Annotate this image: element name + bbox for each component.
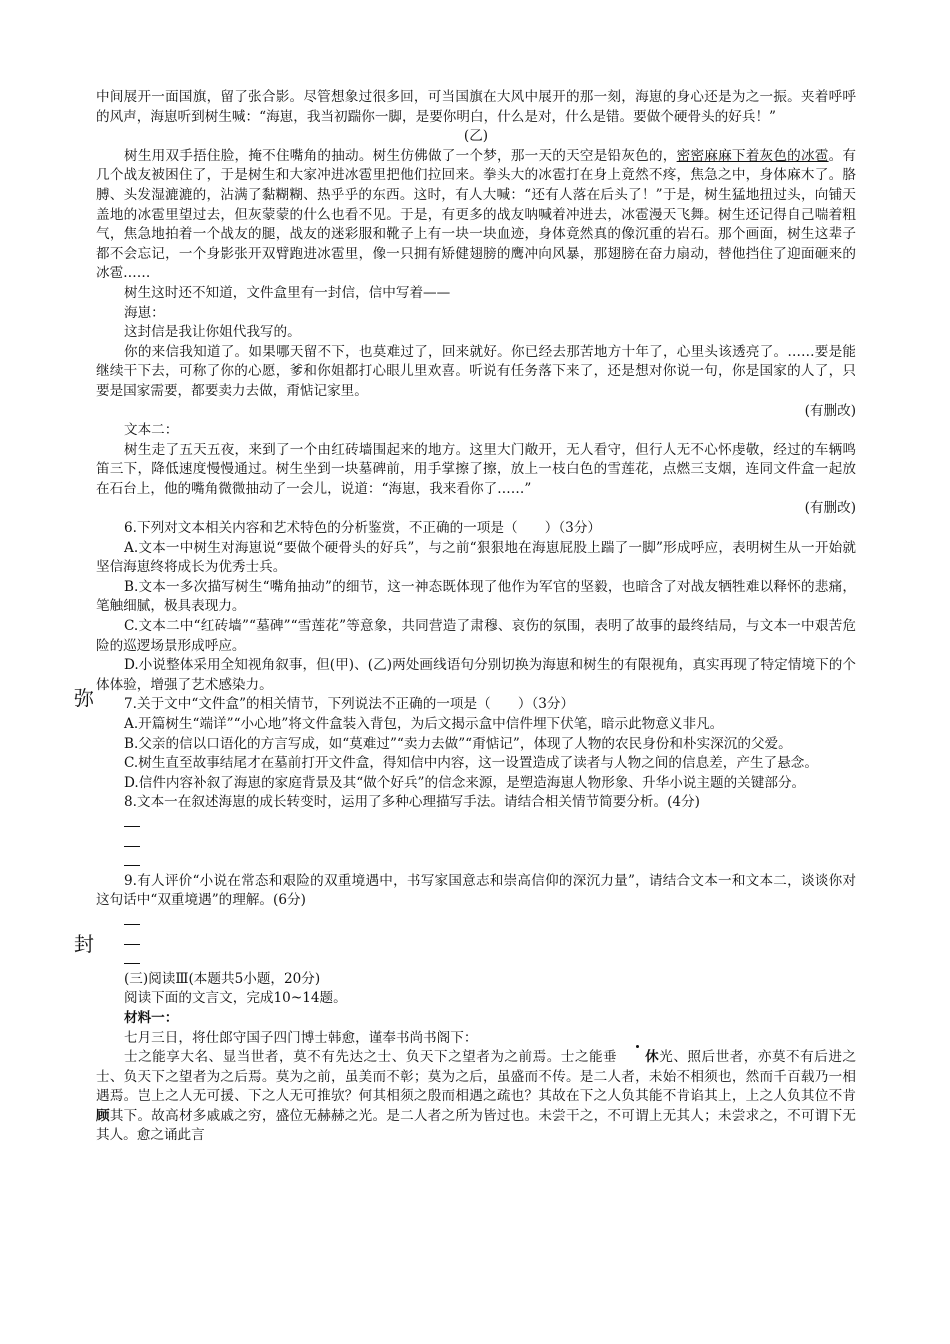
question-6-option-d: D.小说整体采用全知视角叙事，但(甲)、(乙)两处画线语句分别切换为海崽和树生的有限视角，真实再现了特定情境下的个体体验，增强了艺术感染力。 <box>96 657 856 693</box>
letter-line: 这封信是我让你姐代我写的。 <box>124 324 301 341</box>
question-7-option-a: A.开篇树生“端详”“小心地”将文件盒装入背包，为后文揭示盒中信件埋下伏笔，暗示此物意义非凡。 <box>124 716 724 732</box>
section-3-intro: 阅读下面的文言文，完成10~14题。 <box>124 990 347 1007</box>
question-6-option-c: C.文本二中“红砖墙”“墓碑”“雪莲花”等意象，共同营造了肃穆、哀伤的氛围，表明了故事的最终结局，与文本一中艰苦危险的巡逻场景形成呼应。 <box>96 618 856 654</box>
question-7-stem: 7.关于文中“文件盒”的相关情节，下列说法不正确的一项是（ ）（3分） <box>124 696 575 713</box>
question-6-option-b: B.文本一多次描写树生“嘴角抽动”的细节，这一神态既体现了他作为军官的坚毅，也暗含了对战友牺牲难以释怀的悲痛，笔触细腻，极具表现力。 <box>96 578 856 615</box>
dotted-character: 休 <box>617 1048 659 1068</box>
section-3-title: (三)阅读Ⅲ(本题共5小题，20分) <box>124 970 321 987</box>
question-7-option-b: B.父亲的信以口语化的方言写成，如“莫难过”“卖力去做”“甭惦记”，体现了人物的农民身份和朴实深沉的父爱。 <box>124 735 792 752</box>
answer-line <box>124 833 856 853</box>
text-two-title: 文本二： <box>124 422 179 439</box>
edit-note: (有删改) <box>804 500 856 517</box>
classical-letter-heading: 七月三日，将仕郎守国子四门博士韩愈，谨奉书尚书阁下： <box>124 1029 478 1046</box>
answer-line <box>124 931 856 951</box>
answer-line <box>124 852 856 872</box>
classical-passage: 士之能享大名、显当世者，莫不有先达之士、负天下之望者为之前焉。士之能垂 休光、照后世者，亦莫不有后进之士、负天下之望者为之后焉。莫为之前，虽美而不彰；莫为之后，虽盛而不传。是二人者，未始不相须也，然而千百载乃一相遇焉。岂上之人无可援、下之人无可推欤？何其相须之殷而相遇之疏也？其故在下之人负其能不肯谄其上，上之人负其位不肯顾其下。故高材多戚戚之穷，盛位无赫赫之光。是二人者之所为皆过也。未尝干之，不可谓上无其人；未尝求之，不可谓下无其人。愈之诵此言 <box>96 1049 857 1144</box>
question-6-option-a: A.文本一中树生对海崽说“要做个硬骨头的好兵”，与之前“狠狠地在海崽屁股上踹了一脚”形成呼应，表明树生从一开始就坚信海崽终将成长为优秀士兵。 <box>96 539 856 576</box>
answer-line <box>124 911 856 931</box>
letter-salutation: 海崽： <box>124 304 165 321</box>
document-page <box>96 88 856 1146</box>
binding-mark-feng: 封 <box>74 932 94 956</box>
binding-mark-mi: 弥 <box>74 686 94 710</box>
edit-note: (有删改) <box>804 402 856 419</box>
paragraph-flag: 中间展开一面国旗，留了张合影。尽管想象过很多回，可当国旗在大风中展开的那一刻，海崽的身心还是为之一振。夹着呼呼的风声，海崽听到树生喊：“海崽，我当初踹你一脚，是要你明白，什么是对，什么是错。要做个硬骨头的好兵！” <box>96 89 856 125</box>
section-label-yi: (乙) <box>463 128 489 145</box>
paragraph-cemetery: 树生走了五天五夜，来到了一个由红砖墙围起来的地方。这里大门敞开，无人看守，但行人无不心怀虔敬，经过的车辆鸣笛三下，降低速度慢慢通过。树生坐到一块墓碑前，用手掌擦了擦，放上一枝白色的雪莲花，点燃三支烟，连同文件盒一起放在石台上，他的嘴角微微抽动了一会儿，说道：“海崽，我来看你了……” <box>96 441 856 497</box>
answer-line <box>124 813 856 833</box>
paragraph-letter-intro: 树生这时还不知道，文件盒里有一封信，信中写着—— <box>124 284 451 301</box>
question-7-option-d: D.信件内容补叙了海崽的家庭背景及其“做个好兵”的信念来源，是塑造海崽人物形象、升华小说主题的关键部分。 <box>124 774 806 791</box>
letter-body: 你的来信我知道了。如果哪天留不下，也莫难过了，回来就好。你已经去那苦地方十年了，心里头该透亮了。……要是能继续干下去，可称了你的心愿，爹和你姐都打心眼儿里欢喜。听说有任务落下来了，还是想对你说一句，你是国家的人了，只要是国家需要，都要卖力去做，甭惦记家里。 <box>96 343 856 399</box>
material-1-label: 材料一： <box>124 1009 179 1026</box>
paragraph-hail: 树生用双手捂住脸，掩不住嘴角的抽动。树生仿佛做了一个梦，那一天的天空是铅灰色的，密密麻麻下着灰色的冰雹。有几个战友被困住了，于是树生和大家冲进冰雹里把他们拉回来。拳头大的冰雹打在身上竟然不疼，焦急之中，身体麻木了。胳膊、头发湿漉漉的，沾满了黏糊糊、热乎乎的东西。这时，有人大喊：“还有人落在后头了！”于是，树生猛地扭过头，向铺天盖地的冰雹里望过去，但灰蒙蒙的什么也看不见。于是，有更多的战友呐喊着冲进去，冰雹漫天飞舞。树生还记得自己喘着粗气，焦急地拍着一个战友的腿，战友的迷彩服和靴子上有一块一块血迹，身体竟然真的像沉重的岩石。那个画面，树生这辈子都不会忘记，一个身影张开双臂跑进冰雹里，像一只拥有矫健翅膀的鹰冲向风暴，那翅膀在奋力扇动，替他挡住了迎面砸来的冰雹…… <box>96 147 857 282</box>
question-7-option-c: C.树生直至故事结尾才在墓前打开文件盒，得知信中内容，这一设置造成了读者与人物之间的信息差，产生了悬念。 <box>124 755 818 772</box>
bold-character: 顾 <box>96 1107 110 1124</box>
question-9-stem: 9.有人评价“小说在常态和艰险的双重境遇中，书写家国意志和崇高信仰的深沉力量”，请结合文本一和文本二，谈谈你对这句话中“双重境遇”的理解。(6分) <box>96 872 856 909</box>
question-6-stem: 6.下列对文本相关内容和艺术特色的分析鉴赏，不正确的一项是（ ）（3分） <box>124 520 602 537</box>
answer-line <box>124 950 856 970</box>
underlined-sentence: 密密麻麻下着灰色的冰雹 <box>676 147 829 164</box>
question-8-stem: 8.文本一在叙述海崽的成长转变时，运用了多种心理描写手法。请结合相关情节简要分析。(4分) <box>124 794 700 811</box>
